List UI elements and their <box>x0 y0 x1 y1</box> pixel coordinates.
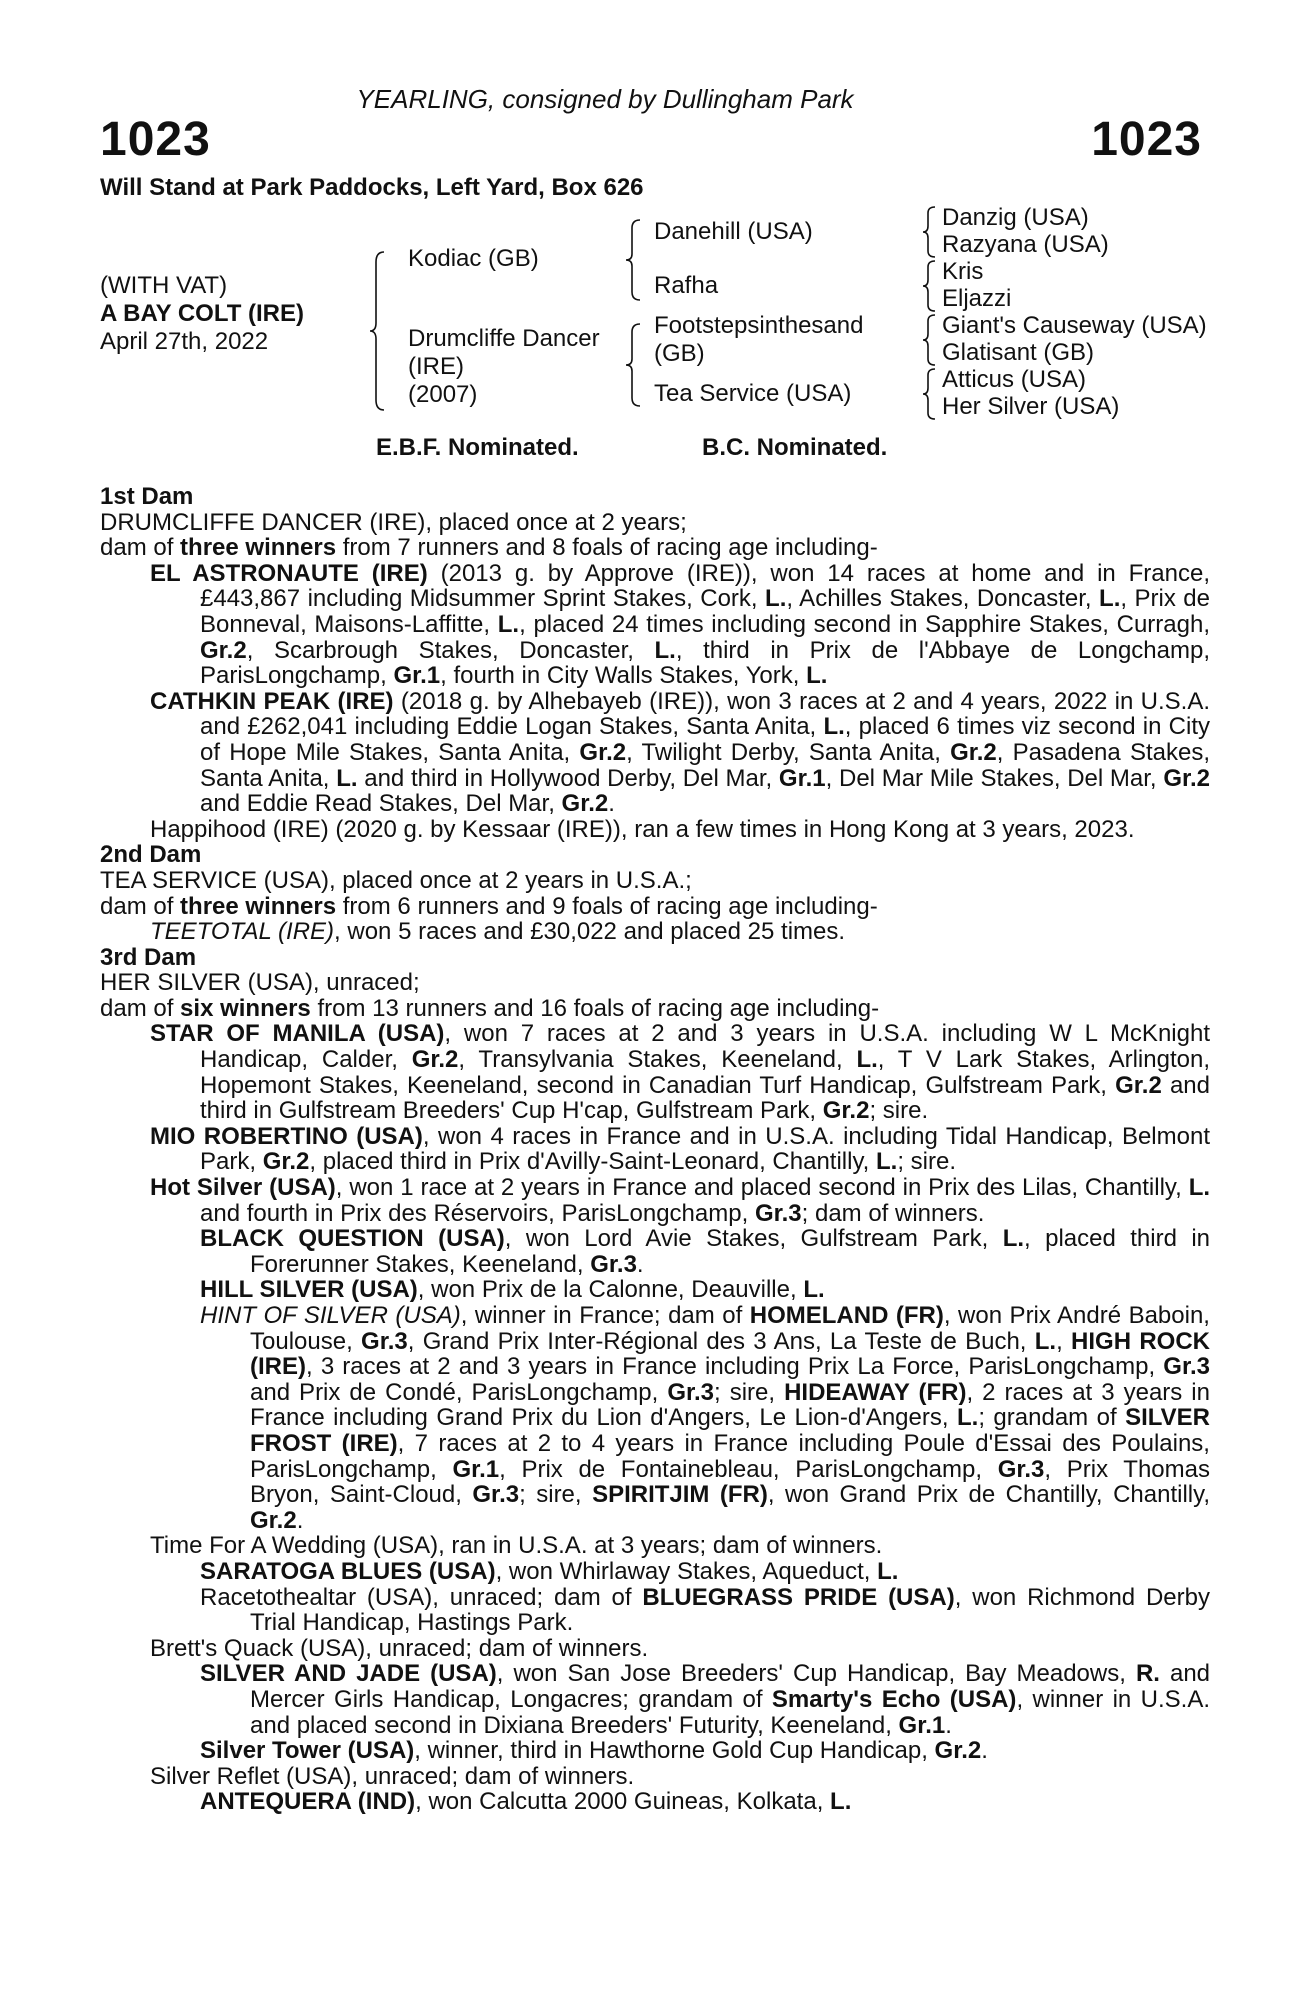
ancestor-g7: Atticus (USA) <box>942 366 1087 393</box>
bretts-quack-produce-silver-tower: Silver Tower (USA), winner, third in Hawthorne Gold Cup Handicap, Gr.2. <box>200 1737 988 1765</box>
pedigree-bracket-g4 <box>924 367 938 421</box>
dam-foaled-year: (2007) <box>408 381 478 408</box>
first-dam-heading: 1st Dam <box>100 483 194 510</box>
second-dam-summary: dam of three winners from 6 runners and 9 foals of racing age including- <box>100 892 878 920</box>
dam-sire-line2: (GB) <box>654 340 705 367</box>
pedigree-bracket-g2 <box>924 259 938 313</box>
third-dam-produce-silver-reflet: Silver Reflet (USA), unraced; dam of winners. <box>150 1762 635 1790</box>
ancestor-g6: Glatisant (GB) <box>942 339 1095 366</box>
lot-number-right: 1023 <box>1091 113 1202 166</box>
vat-note: (WITH VAT) <box>100 272 228 299</box>
pedigree-bracket-g1 <box>924 205 938 259</box>
horse-name: A BAY COLT (IRE) <box>100 300 305 327</box>
stabling-location: Will Stand at Park Paddocks, Left Yard, Box 626 <box>100 174 644 201</box>
pedigree-bracket-main <box>372 250 388 412</box>
dam-dam: Tea Service (USA) <box>654 380 852 407</box>
first-dam-line: DRUMCLIFFE DANCER (IRE), placed once at 2 years; <box>100 508 687 536</box>
bretts-quack-produce-silver-and-jade: SILVER AND JADE (USA), won San Jose Breeders' Cup Handicap, Bay Meadows, R. and Mercer Girls Handicap, Longacres; grandam of Smarty's Echo (USA), winner in U.S.A. and placed second in Dixiana Breeders' Futurity, Keeneland, Gr.1. <box>200 1660 1211 1739</box>
time-for-a-wedding-produce-racetothealtar: Racetothealtar (USA), unraced; dam of BLUEGRASS PRIDE (USA), won Richmond Derby Trial Handicap, Hastings Park. <box>200 1583 1210 1637</box>
third-dam-produce-star-of-manila: STAR OF MANILA (USA), won 7 races at 2 and 3 years in U.S.A. including W L McKnight Handicap, Calder, Gr.2, Transylvania Stakes, Keeneland, L., T V Lark Stakes, Arlington, Hopemont Stakes, Keeneland, second in Canadian Turf Handicap, Gulfstream Park, Gr.2 and third in Gulfstream Breeders' Cup H'cap, Gulfstream Park, Gr.2; sire. <box>150 1020 1210 1125</box>
third-dam-produce-hot-silver: Hot Silver (USA), won 1 race at 2 years in France and placed second in Prix des Lilas, Chantilly, L. and fourth in Prix des Réservoirs, ParisLongchamp, Gr.3; dam of winners. <box>150 1174 1211 1227</box>
time-for-a-wedding-produce-saratoga-blues: SARATOGA BLUES (USA), won Whirlaway Stakes, Aqueduct, L. <box>200 1557 899 1585</box>
first-dam-produce-el-astronaute: EL ASTRONAUTE (IRE) (2013 g. by Approve (IRE)), won 14 races at home and in France, £443,867 including Midsummer Sprint Stakes, Cork, L., Achilles Stakes, Doncaster, L., Prix de Bonneval, Maisons-Laffitte, L., placed 24 times including second in Sapphire Stakes, Curragh, Gr.2, Scarbrough Stakes, Doncaster, L., third in Prix de l'Abbaye de Longchamp, ParisLongchamp, Gr.1, fourth in City Walls Stakes, York, L. <box>150 559 1211 690</box>
first-dam-produce-cathkin-peak: CATHKIN PEAK (IRE) (2018 g. by Alhebayeb (IRE)), won 3 races at 2 and 4 years, 2022 in U.S.A. and £262,041 including Eddie Logan Stakes, Santa Anita, L., placed 6 times viz second in City of Hope Mile Stakes, Santa Anita, Gr.2, Twilight Derby, Santa Anita, Gr.2, Pasadena Stakes, Santa Anita, L. and third in Hollywood Derby, Del Mar, Gr.1, Del Mar Mile Stakes, Del Mar, Gr.2 and Eddie Read Stakes, Del Mar, Gr.2. <box>150 687 1211 818</box>
lot-number-left: 1023 <box>100 113 211 166</box>
third-dam-produce-mio-robertino: MIO ROBERTINO (USA), won 4 races in France and in U.S.A. including Tidal Handicap, Belmont Park, Gr.2, placed third in Prix d'Avilly-Saint-Leonard, Chantilly, L.; sire. <box>150 1122 1210 1176</box>
ancestor-g3: Kris <box>942 258 984 285</box>
third-dam-produce-time-for-a-wedding: Time For A Wedding (USA), ran in U.S.A. at 3 years; dam of winners. <box>150 1532 883 1560</box>
third-dam-heading: 3rd Dam <box>100 943 197 971</box>
ancestor-g2: Razyana (USA) <box>942 231 1109 258</box>
consignor-line: YEARLING, consigned by Dullingham Park <box>356 84 854 114</box>
sire-dam: Rafha <box>654 272 719 299</box>
ancestor-g8: Her Silver (USA) <box>942 393 1120 420</box>
sire-name: Kodiac (GB) <box>408 245 539 272</box>
silver-reflet-produce-antequera: ANTEQUERA (IND), won Calcutta 2000 Guineas, Kolkata, L. <box>200 1788 852 1816</box>
second-dam-line: TEA SERVICE (USA), placed once at 2 years in U.S.A.; <box>100 866 692 894</box>
third-dam-summary: dam of six winners from 13 runners and 16 foals of racing age including- <box>100 994 880 1022</box>
ancestor-g5: Giant's Causeway (USA) <box>942 312 1207 339</box>
bc-nomination: B.C. Nominated. <box>702 434 888 461</box>
first-dam-produce-happihood: Happihood (IRE) (2020 g. by Kessaar (IRE)), ran a few times in Hong Kong at 3 years, 2023. <box>150 815 1135 843</box>
hot-silver-produce-hint-of-silver: HINT OF SILVER (USA), winner in France; dam of HOMELAND (FR), won Prix André Baboin, Toulouse, Gr.3, Grand Prix Inter-Régional des 3 Ans, La Teste de Buch, L., HIGH ROCK (IRE), 3 races at 2 and 3 years in France including Prix La Force, ParisLongchamp, Gr.3 and Prix de Condé, ParisLongchamp, Gr.3; sire, HIDEAWAY (FR), 2 races at 3 years in France including Grand Prix du Lion d'Angers, Le Lion-d'Angers, L.; grandam of SILVER FROST (IRE), 7 races at 2 to 4 years in France including Poule d'Essai des Poulains, ParisLongchamp, Gr.1, Prix de Fontainebleau, ParisLongchamp, Gr.3, Prix Thomas Bryon, Saint-Cloud, Gr.3; sire, SPIRITJIM (FR), won Grand Prix de Chantilly, Chantilly, Gr.2. <box>200 1302 1211 1534</box>
second-dam-heading: 2nd Dam <box>100 841 202 869</box>
pedigree-bracket-g3 <box>924 313 938 367</box>
second-dam-produce-teetotal: TEETOTAL (IRE), won 5 races and £30,022 and placed 25 times. <box>150 918 846 946</box>
dam-name-line1: Drumcliffe Dancer <box>408 325 600 352</box>
third-dam-line: HER SILVER (USA), unraced; <box>100 969 420 997</box>
hot-silver-produce-hill-silver: HILL SILVER (USA), won Prix de la Calonne, Deauville, L. <box>200 1276 825 1304</box>
dam-sire-line1: Footstepsinthesand <box>654 312 864 339</box>
third-dam-produce-bretts-quack: Brett's Quack (USA), unraced; dam of winners. <box>150 1634 649 1662</box>
hot-silver-produce-black-question: BLACK QUESTION (USA), won Lord Avie Stakes, Gulfstream Park, L., placed third in Forerunner Stakes, Keeneland, Gr.3. <box>200 1225 1210 1278</box>
first-dam-summary: dam of three winners from 7 runners and 8 foals of racing age including- <box>100 534 878 562</box>
ancestor-g4: Eljazzi <box>942 285 1012 312</box>
produce-record <box>100 484 1210 1815</box>
ancestor-g1: Danzig (USA) <box>942 204 1089 231</box>
foaling-date: April 27th, 2022 <box>100 328 269 355</box>
pedigree-bracket-dam <box>628 322 644 408</box>
dam-name-line2: (IRE) <box>408 353 464 380</box>
sire-sire: Danehill (USA) <box>654 218 813 245</box>
pedigree-bracket-sire <box>628 218 644 302</box>
ebf-nomination: E.B.F. Nominated. <box>376 434 579 461</box>
